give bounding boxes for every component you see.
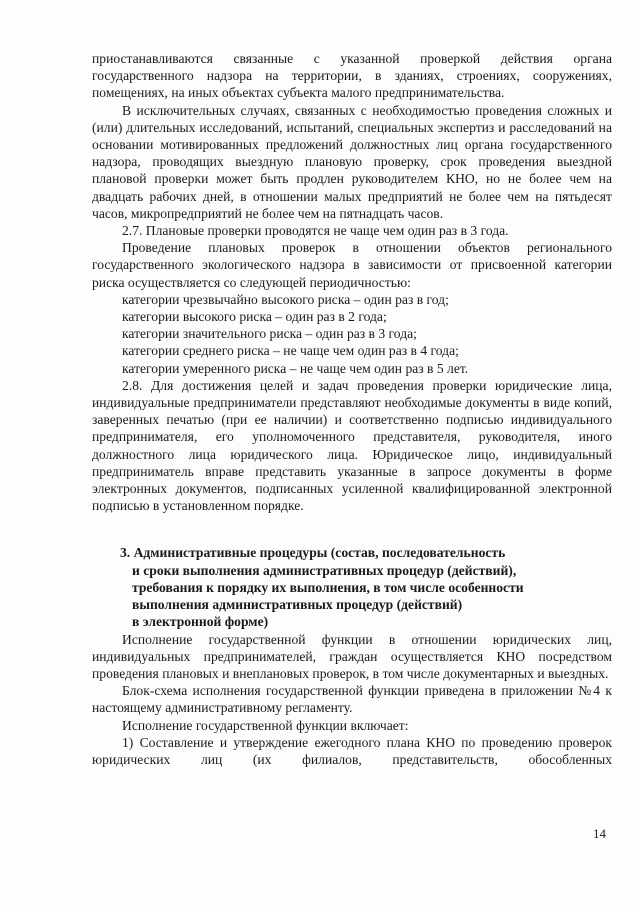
paragraph-function-execution: Исполнение государственной функции в отношении юридических лиц, индивидуальных предпринимателей, граждан осуществляется КНО посредством проведения плановых и внеплановых проверок, в том числе документарных и выездных. bbox=[92, 631, 612, 681]
page-content bbox=[92, 50, 612, 768]
heading-line: требования к порядку их выполнения, в том числе особенности bbox=[132, 579, 524, 595]
list-item: категории умеренного риска – не чаще чем один раз в 5 лет. bbox=[122, 360, 469, 376]
section-3-heading bbox=[92, 544, 612, 630]
paragraph-2-7: 2.7. Плановые проверки проводятся не чаще чем один раз в 3 года. bbox=[122, 223, 509, 239]
heading-line: 3. Административные процедуры (состав, последовательность bbox=[120, 545, 506, 561]
list-item: категории значительного риска – один раз в 3 года; bbox=[122, 326, 417, 342]
paragraph-item-1: 1) Составление и утверждение ежегодного плана КНО по проведению проверок юридических лиц (их филиалов, представительств, обособленных bbox=[92, 734, 612, 767]
page-number: 14 bbox=[593, 826, 606, 841]
paragraph-exceptional-cases: В исключительных случаях, связанных с необходимостью проведения сложных и (или) длительных исследований, испытаний, специальных экспертиз и расследований на основании мотивированных предложений должностных лиц органа государственного надзора, проводящих выездную плановую проверку, срок проведения выездной плановой проверки может быть продлен руководителем КНО, но не более чем на двадцать рабочих дней, в отношении малых предприятий не более чем на пятьдесят часов, микропредприятий не более чем на пятнадцать часов. bbox=[92, 102, 612, 221]
risk-category-list bbox=[92, 291, 612, 377]
heading-line: и сроки выполнения административных процедур (действий), bbox=[132, 562, 517, 578]
list-item: категории высокого риска – один раз в 2 года; bbox=[122, 309, 387, 325]
paragraph-block-diagram: Блок-схема исполнения государственной функции приведена в приложении №4 к настоящему административному регламенту. bbox=[92, 683, 612, 716]
heading-line: в электронной форме) bbox=[132, 614, 269, 630]
list-item: категории чрезвычайно высокого риска – один раз в год; bbox=[122, 291, 449, 307]
paragraph-includes: Исполнение государственной функции включает: bbox=[122, 717, 409, 733]
paragraph-risk-periodicity: Проведение плановых проверок в отношении объектов регионального государственного экологического надзора в зависимости от присвоенной категории риска осуществляется со следующей периодичностью: bbox=[92, 240, 612, 290]
paragraph-continuation: приостанавливаются связанные с указанной проверкой действия органа государственного надзора на территории, в зданиях, строениях, сооружениях, помещениях, на иных объектах субъекта малого предпринимательства. bbox=[92, 51, 612, 101]
paragraph-2-8: 2.8. Для достижения целей и задач проведения проверки юридические лица, индивидуальные предприниматели представляют необходимые документы в виде копий, заверенных печатью (при ее наличии) и соответственно подписью индивидуального предпринимателя, его уполномоченного представителя, руководителя, иного должностного лица юридического лица. Юридическое лицо, индивидуальный предприниматель вправе представить указанные в запросе документы в форме электронных документов, подписанных усиленной квалифицированной электронной подписью в установленном порядке. bbox=[92, 377, 612, 514]
list-item: категории среднего риска – не чаще чем один раз в 4 года; bbox=[122, 343, 459, 359]
heading-line: выполнения административных процедур (действий) bbox=[132, 597, 463, 613]
